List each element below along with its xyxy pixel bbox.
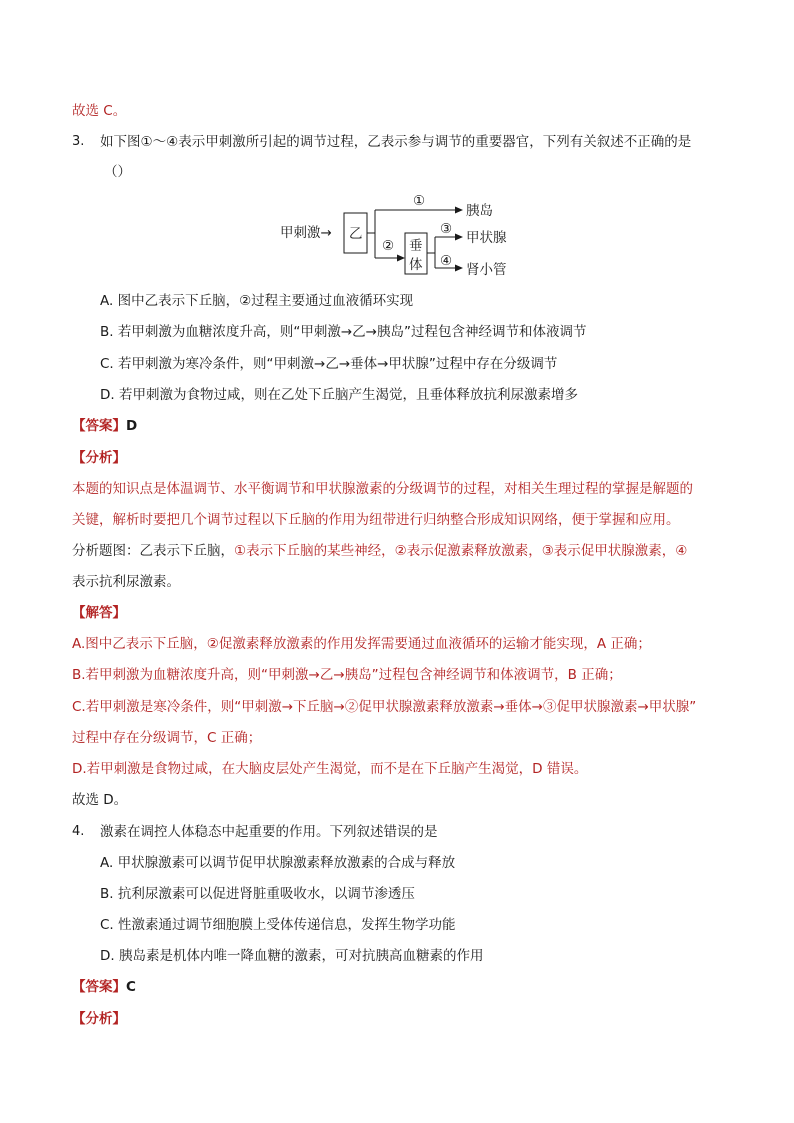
diagram-label-3: ③ [440,221,453,237]
q4-option-b: B. 抗利尿激素可以促进肾脏重吸收水，以调节渗透压 [100,886,415,902]
q3-solution-c-c: →垂体→ [493,699,543,715]
q3-answer [72,416,137,436]
diagram-organ-yi: 乙 [349,226,363,242]
diagram-label-1: ① [413,193,426,209]
q3-option-a: A. 图中乙表示下丘脑，②过程主要通过血液循环实现 [100,293,414,309]
q3-stem: 如下图①～④表示甲刺激所引起的调节过程，乙表示参与调节的重要器官，下列有关叙述不正确的是 [100,134,692,150]
q3-option-c: C. 若甲刺激为寒冷条件，则“甲刺激→乙→垂体→甲状腺”过程中存在分级调节 [100,356,558,372]
q4-answer-value: C [126,979,136,995]
q3-answer-value: D [126,418,138,434]
q3-solution-c-line-2: 过程中存在分级调节，C 正确； [72,730,262,746]
diagram-organ-chuiti-1: 垂 [409,238,423,254]
q4-number: 4. [72,824,85,839]
q3-conclusion: 故选 D。 [72,792,128,808]
q3-diagram-analysis-line-1 [72,541,687,561]
q3-option-d: D. 若甲刺激为食物过咸，则在乙处下丘脑产生渴觉，且垂体释放抗利尿激素增多 [100,387,578,403]
q4-analysis-tag: 【分析】 [72,1011,126,1027]
q3-answer-tag: 【答案】 [72,418,126,434]
regulation-diagram [280,193,520,279]
q4-answer-tag: 【答案】 [72,979,126,995]
q4-option-d: D. 胰岛素是机体内唯一降血糖的激素，可对抗胰高血糖素的作用 [100,948,484,964]
q4-option-a: A. 甲状腺激素可以调节促甲状腺激素释放激素的合成与释放 [100,855,456,871]
q3-analysis-line-2: 关键，解析时要把几个调节过程以下丘脑的作用为纽带进行归纳整合形成知识网络，便于掌握和应用。 [72,512,680,528]
prev-conclusion: 故选 C。 [72,103,127,119]
diagram-label-4: ④ [440,253,453,269]
q3-paren: （） [104,164,131,180]
q3-solution-c-d: ③促甲状腺激素 [542,699,638,715]
diagram-target-1: 胰岛 [466,203,493,219]
q3-solution-c-e: →甲状腺” [637,699,697,715]
q3-solution-a: A.图中乙表示下丘脑，②促激素释放激素的作用发挥需要通过血液循环的运输才能实现，A 正确； [72,636,651,652]
diagram-label-2: ② [382,238,395,254]
diagram-target-2: 甲状腺 [466,230,507,246]
diagram-organ-chuiti-2: 体 [409,257,423,273]
q3-solution-c-b: ②促甲状腺激素释放激素 [344,699,494,715]
q3-diagram-analysis-1b: ①表示下丘脑的某些神经，②表示促激素释放激素，③表示促甲状腺激素，④ [234,543,688,559]
diagram-target-3: 肾小管 [466,262,507,278]
q3-solution-c-line-1 [72,697,696,717]
q3-option-b: B. 若甲刺激为血糖浓度升高，则“甲刺激→乙→胰岛”过程包含神经调节和体液调节 [100,324,587,340]
q3-analysis-line-1: 本题的知识点是体温调节、水平衡调节和甲状腺激素的分级调节的过程，对相关生理过程的掌握是解题的 [72,481,693,497]
q3-number: 3. [72,134,85,149]
q3-solution-tag: 【解答】 [72,605,126,621]
q3-diagram-analysis-line-2: 表示抗利尿激素。 [72,574,180,590]
q4-option-c: C. 性激素通过调节细胞膜上受体传递信息，发挥生物学功能 [100,917,456,933]
q3-solution-c-a: C.若甲刺激是寒冷条件，则“甲刺激→下丘脑→ [72,699,345,715]
q4-stem: 激素在调控人体稳态中起重要的作用。下列叙述错误的是 [100,824,438,840]
q4-answer [72,977,136,997]
diagram-stimulus: 甲刺激→ [280,225,332,241]
q3-solution-b: B.若甲刺激为血糖浓度升高，则“甲刺激→乙→胰岛”过程包含神经调节和体液调节，B 正确； [72,667,622,683]
q3-solution-d: D.若甲刺激是食物过咸，在大脑皮层处产生渴觉，而不是在下丘脑产生渴觉，D 错误。 [72,761,588,777]
q3-diagram-analysis-1a: 分析题图：乙表示下丘脑， [72,543,234,559]
q3-analysis-tag: 【分析】 [72,450,126,466]
